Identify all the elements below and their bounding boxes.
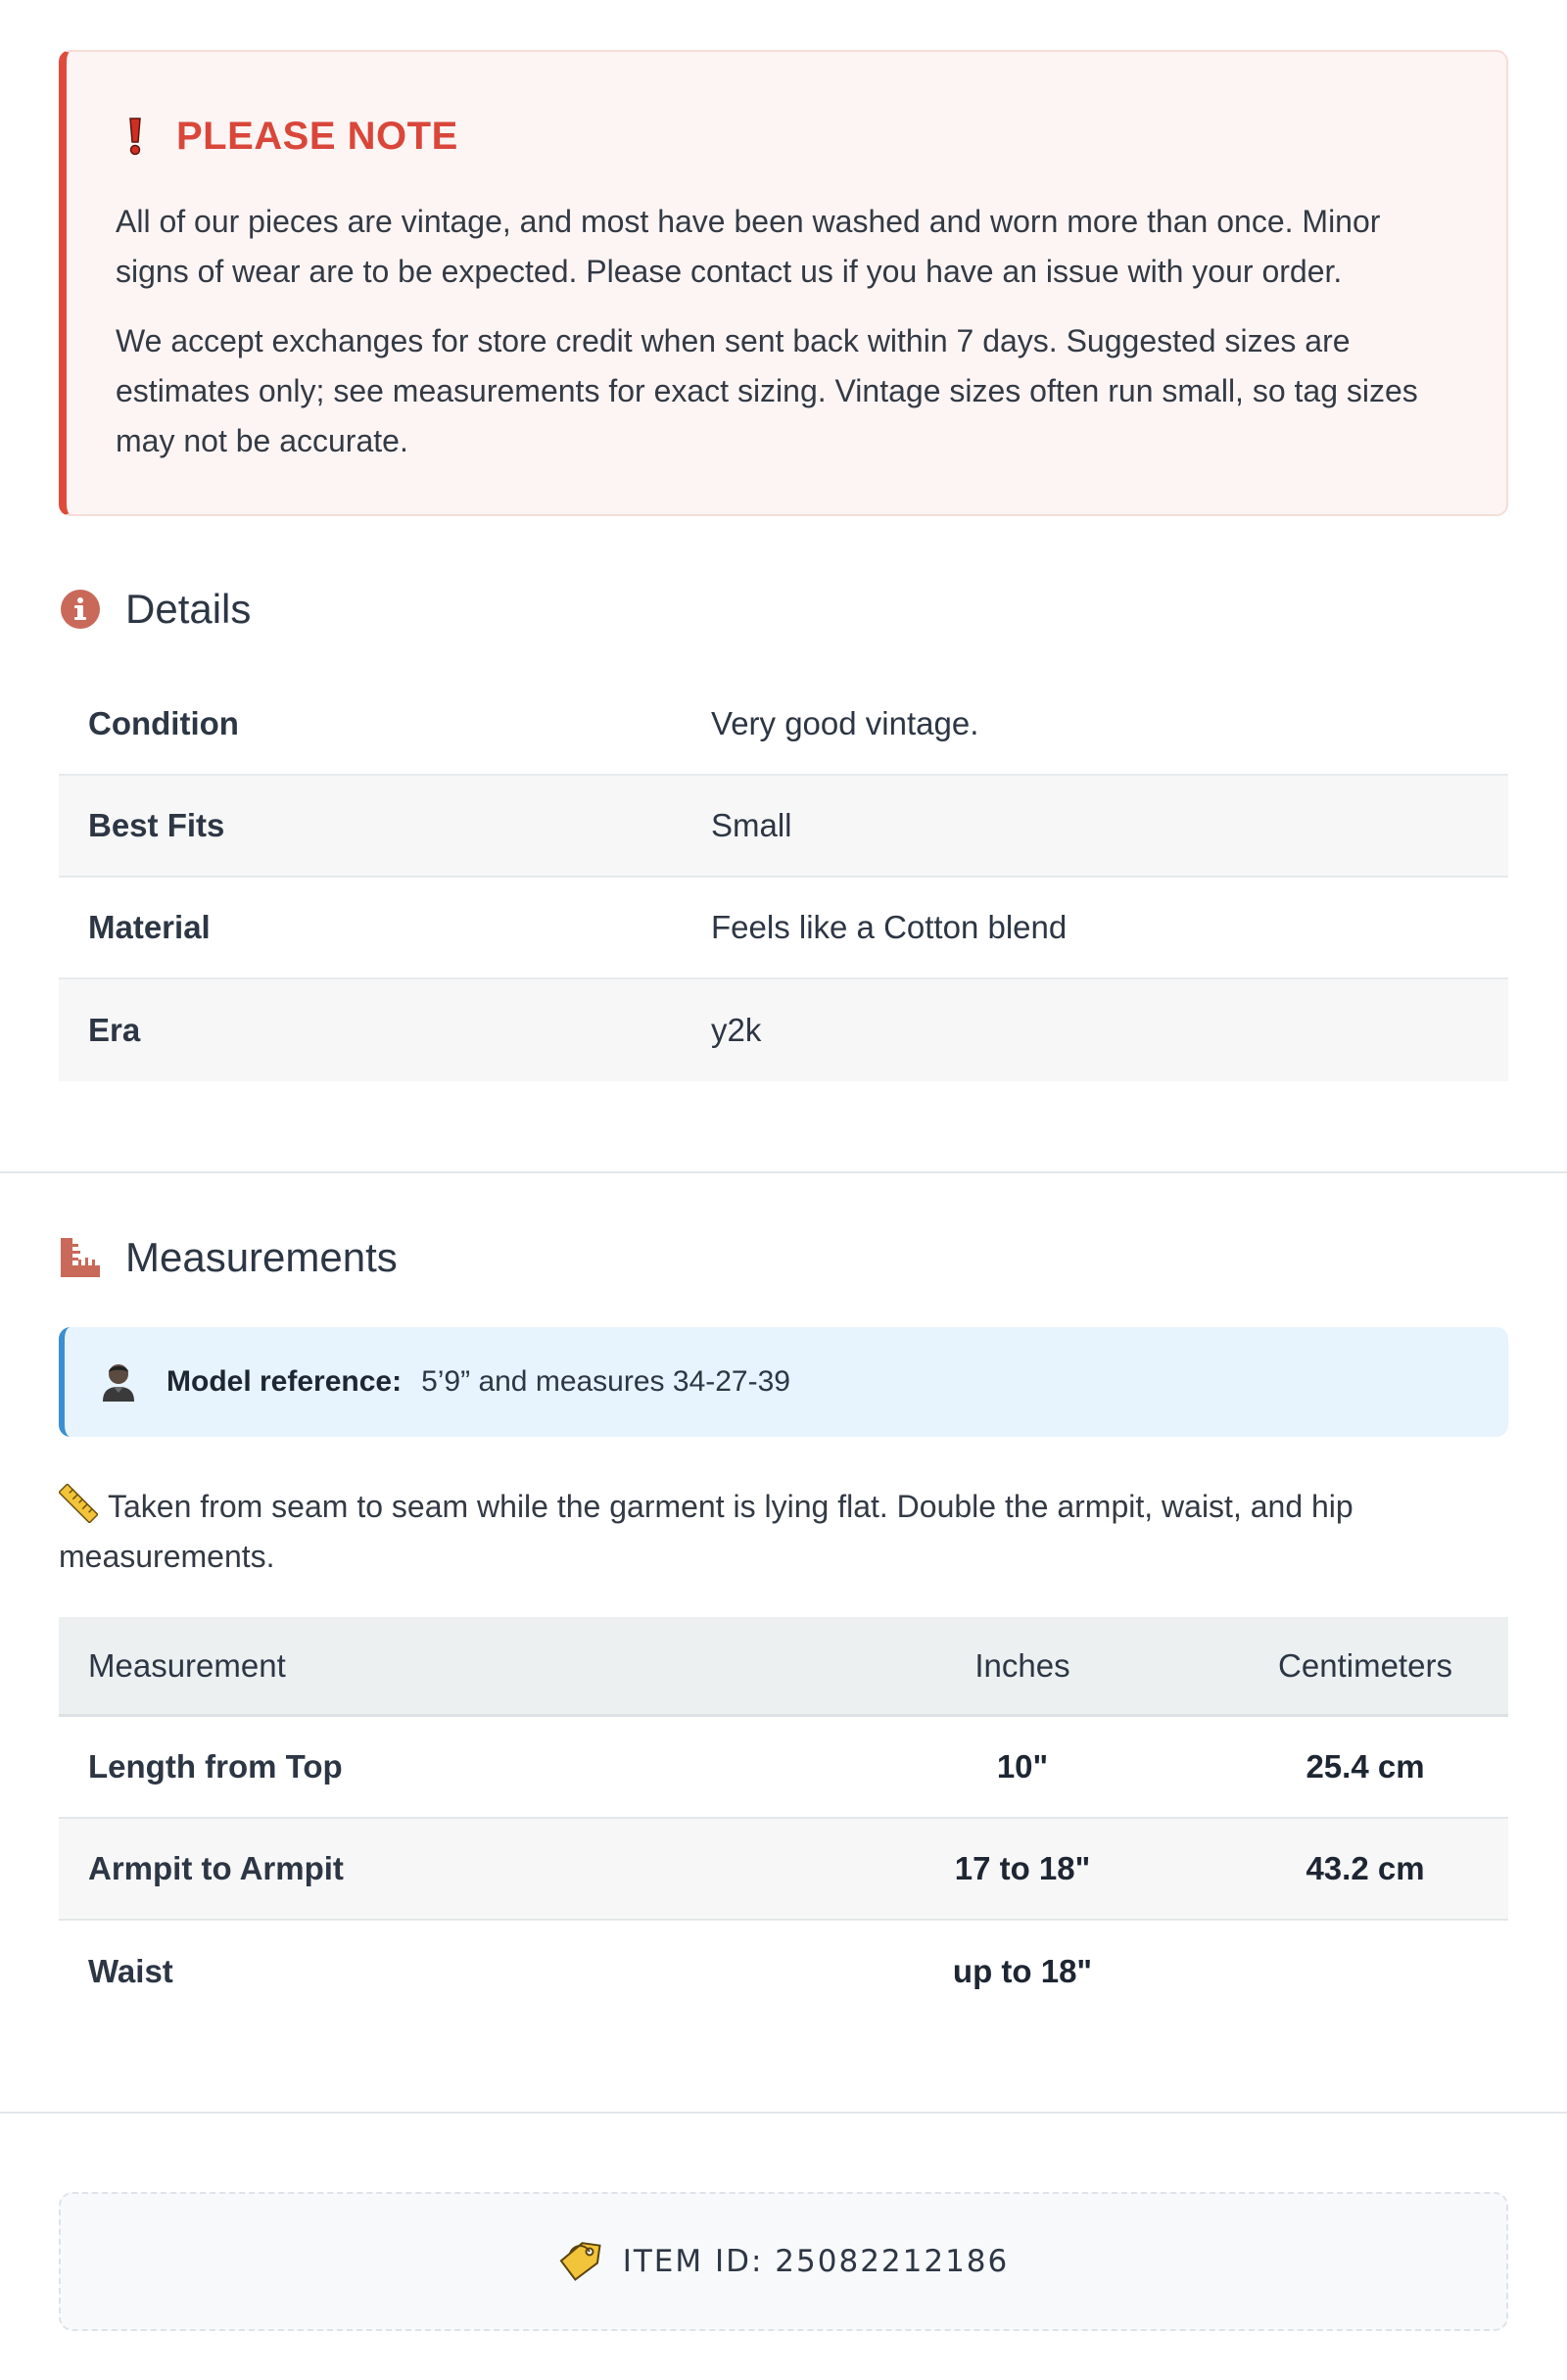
details-row bbox=[59, 878, 1508, 979]
details-heading bbox=[59, 580, 251, 639]
table-row bbox=[59, 1717, 1508, 1819]
notice-paragraph-2: We accept exchanges for store credit when sent back within 7 days. Suggested sizes are estimates only; see measurements for exact sizing. Vintage sizes often run small, so tag sizes may not be accurate. bbox=[116, 323, 1418, 458]
notice-box bbox=[59, 50, 1508, 516]
table-header-row bbox=[59, 1617, 1508, 1717]
notice-header bbox=[116, 109, 1457, 164]
ruler-icon bbox=[59, 1236, 102, 1279]
details-label: Best Fits bbox=[88, 807, 225, 843]
details-row bbox=[59, 979, 1508, 1081]
details-table bbox=[59, 674, 1508, 1081]
pencil-ruler-icon bbox=[59, 1484, 98, 1523]
measurement-cm: 43.2 cm bbox=[1306, 1850, 1425, 1886]
details-row bbox=[59, 776, 1508, 878]
details-label: Era bbox=[88, 1012, 141, 1048]
measurement-inches: up to 18" bbox=[952, 1953, 1093, 1989]
measurements-table bbox=[59, 1617, 1508, 2023]
measurement-inches: 10" bbox=[996, 1748, 1049, 1785]
measurement-name: Length from Top bbox=[88, 1748, 343, 1785]
measurement-note-text: Taken from seam to seam while the garment is lying flat. Double the armpit, waist, and hip measurements. bbox=[59, 1489, 1353, 1574]
section-divider bbox=[0, 2112, 1567, 2114]
measurements-title: Measurements bbox=[125, 1234, 398, 1280]
details-value: Very good vintage. bbox=[711, 705, 979, 741]
price-tag-icon bbox=[558, 2240, 601, 2283]
notice-paragraph-1: All of our pieces are vintage, and most have been washed and worn more than once. Minor signs of wear are to be expected. Please contact us if you have an issue with your order. bbox=[116, 204, 1381, 289]
details-value: Small bbox=[711, 807, 792, 843]
person-icon bbox=[100, 1360, 137, 1404]
column-header-inches: Inches bbox=[974, 1646, 1070, 1684]
item-id-box bbox=[59, 2192, 1508, 2331]
details-label: Material bbox=[88, 909, 211, 945]
details-title: Details bbox=[125, 586, 252, 632]
item-id-label: ITEM ID: 25082212186 bbox=[622, 2244, 1010, 2279]
measurements-heading bbox=[59, 1228, 398, 1287]
measurement-name: Waist bbox=[88, 1953, 173, 1989]
table-row bbox=[59, 1921, 1508, 2023]
model-reference-label: Model reference: bbox=[166, 1365, 403, 1398]
exclamation-icon bbox=[116, 117, 155, 156]
column-header-measurement: Measurement bbox=[88, 1646, 286, 1684]
column-header-centimeters: Centimeters bbox=[1278, 1646, 1452, 1684]
measurement-name: Armpit to Armpit bbox=[88, 1850, 344, 1886]
details-value: Feels like a Cotton blend bbox=[711, 909, 1068, 945]
model-reference-box bbox=[59, 1327, 1508, 1437]
measurement-cm: 25.4 cm bbox=[1306, 1748, 1425, 1785]
table-row bbox=[59, 1819, 1508, 1921]
notice-title: PLEASE NOTE bbox=[176, 114, 458, 158]
details-label: Condition bbox=[88, 705, 239, 741]
details-row bbox=[59, 674, 1508, 776]
model-reference-value: 5’9” and measures 34-27-39 bbox=[421, 1365, 790, 1398]
info-icon bbox=[59, 588, 102, 631]
measurement-note bbox=[59, 1482, 1449, 1582]
measurement-inches: 17 to 18" bbox=[954, 1850, 1091, 1886]
details-value: y2k bbox=[711, 1012, 762, 1048]
section-divider bbox=[0, 1171, 1567, 1173]
